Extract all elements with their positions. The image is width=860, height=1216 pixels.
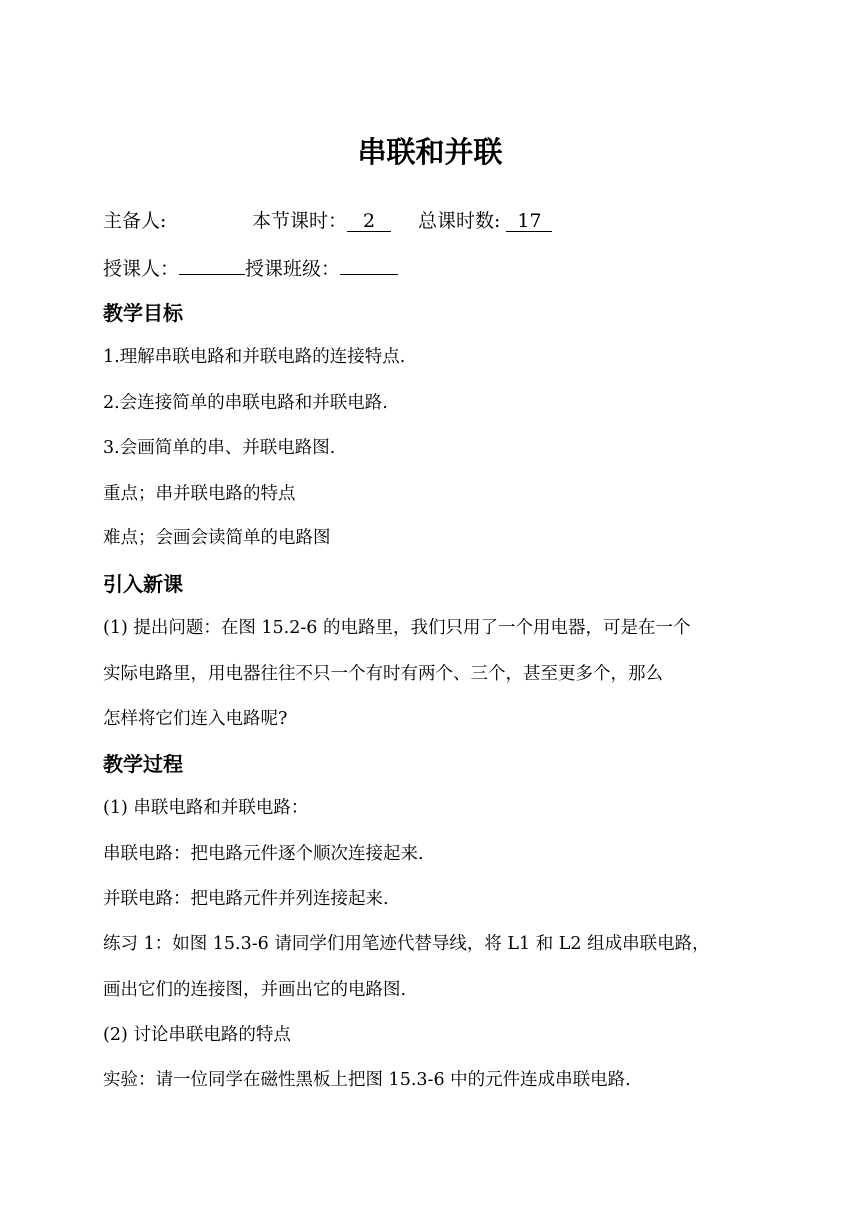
teacher-label: 授课人： (103, 258, 180, 280)
exercise-line: 画出它们的连接图，并画出它的电路图. (103, 980, 407, 1000)
intro-line: (1) 提出问题：在图 15.2-6 的电路里，我们只用了一个用电器，可是在一个 (103, 618, 691, 638)
class-blank (340, 274, 398, 275)
process-line: 并联电路：把电路元件并列连接起来. (103, 889, 389, 909)
process-line: (1) 串联电路和并联电路： (103, 798, 309, 818)
goals-heading: 教学目标 (103, 301, 183, 325)
intro-heading: 引入新课 (103, 572, 183, 596)
total-hours (418, 206, 552, 233)
preparer-label: 主备人: (103, 210, 167, 232)
process-heading: 教学过程 (103, 752, 183, 776)
exercise-line: 练习 1：如图 15.3-6 请同学们用笔迹代替导线，将 L1 和 L2 组成串联电路， (103, 934, 710, 954)
teacher-line (103, 254, 398, 281)
teacher-blank (179, 274, 245, 275)
goal-line: 2.会连接简单的串联电路和并联电路. (103, 393, 388, 413)
section-hours-value: 2 (347, 211, 391, 232)
total-hours-value: 17 (506, 211, 552, 232)
section-hours-label: 本节课时： (252, 210, 348, 232)
difficulty-line: 难点；会画会读简单的电路图 (103, 528, 331, 548)
experiment-line: 实验：请一位同学在磁性黑板上把图 15.3-6 中的元件连成串联电路. (103, 1070, 631, 1090)
process-line: (2) 讨论串联电路的特点 (103, 1025, 291, 1045)
total-hours-label: 总课时数: (418, 210, 501, 232)
goal-line: 3.会画简单的串、并联电路图. (103, 438, 336, 458)
key-point-line: 重点；串并联电路的特点 (103, 484, 296, 504)
section-hours (252, 206, 391, 233)
intro-line: 实际电路里，用电器往往不只一个有时有两个、三个，甚至更多个，那么 (103, 664, 663, 684)
intro-line: 怎样将它们连入电路呢? (103, 709, 288, 729)
goal-line: 1.理解串联电路和并联电路的连接特点. (103, 347, 406, 367)
class-label: 授课班级： (245, 258, 341, 280)
page-title: 串联和并联 (357, 135, 503, 169)
process-line: 串联电路：把电路元件逐个顺次连接起来. (103, 844, 424, 864)
